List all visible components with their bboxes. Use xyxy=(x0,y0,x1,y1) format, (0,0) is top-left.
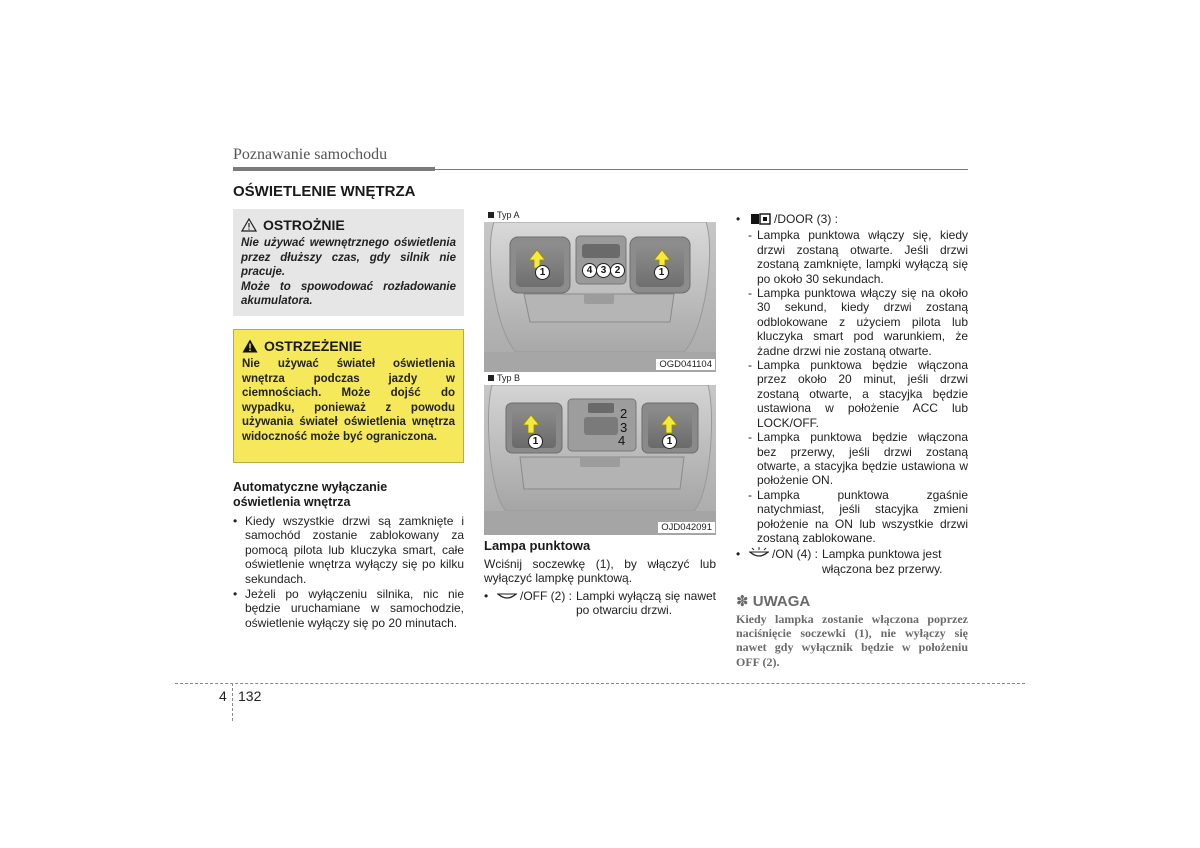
warning-text: Nie używać świateł oświetlenia wnętrza podczas jazdy w ciemnościach. Może dojść do wypadku, ponieważ z powodu używania świateł oświetlenia wnętrza widoczność może być ograniczona. xyxy=(242,358,455,443)
door-mode-key: /DOOR (3) : xyxy=(774,212,839,226)
callout-3: 3 xyxy=(620,420,628,435)
callout-1-left: 1 xyxy=(528,434,543,449)
caution-label: OSTROŻNIE xyxy=(263,217,345,233)
list-item: - Lampka punktowa zgaśnie natychmiast, jeśli stacyjka zmieni położenie na ON lub wszystkie drzwi zostaną zablokowane. xyxy=(748,488,968,546)
list-item: - Lampka punktowa będzie włączona bez przerwy, jeśli drzwi zostaną otwarte, a stacyjka będzie ustawiona w położenie ON. xyxy=(748,430,968,488)
warning-label: OSTRZEŻENIE xyxy=(264,338,363,354)
chapter-number: 4 xyxy=(219,688,227,704)
callout-2: 2 xyxy=(620,406,628,421)
type-a-photo xyxy=(484,222,716,372)
square-bullet-icon xyxy=(488,375,494,381)
list-item: - Lampka punktowa włączy się, kiedy drzwi zostaną otwarte. Jeśli drzwi zostaną zamknięte, lampki wyłączą się po około 30 sekundach. xyxy=(748,228,968,286)
caution-box xyxy=(233,209,464,316)
spot-lamp-section xyxy=(484,538,716,618)
auto-off-section xyxy=(233,480,464,630)
section-title: OŚWIETLENIE WNĘTRZA xyxy=(233,183,416,200)
type-a-label-text: Typ A xyxy=(497,210,520,220)
caution-text-1: Nie używać wewnętrznego oświetlenia przez dłuższy czas, gdy silnik nie pracuje. xyxy=(241,237,456,278)
off-mode-key: /OFF (2) : xyxy=(520,588,572,603)
auto-off-heading-line2: oświetlenia wnętrza xyxy=(233,495,351,509)
type-a-lamp-illustration xyxy=(484,222,716,372)
auto-off-heading-line1: Automatyczne wyłączanie xyxy=(233,480,388,494)
callout-4: 4 xyxy=(582,263,597,278)
list-item: - Lampka punktowa będzie włączona przez około 20 minut, jeśli drzwi zostaną otwarte, a stacyjka będzie ustawiona w położenie ACC lub LOCK/OFF. xyxy=(748,358,968,430)
auto-off-list xyxy=(233,514,464,630)
caution-triangle-icon xyxy=(241,218,257,232)
door-mode-section xyxy=(736,212,968,576)
callout-1-right: 1 xyxy=(654,265,669,280)
spot-lamp-heading: Lampa punktowa xyxy=(484,538,591,553)
note-title: ✽ UWAGA xyxy=(736,593,811,610)
page-number: 132 xyxy=(238,688,262,704)
on-mode-row: • /ON (4) : Lampka punktowa jest włączona bez przerwy. xyxy=(736,547,968,576)
warning-box xyxy=(233,329,464,463)
callout-4: 4 xyxy=(618,433,626,448)
door-mode-row: • /DOOR (3) : xyxy=(736,212,839,226)
list-item: • Kiedy wszystkie drzwi są zamknięte i samochód zostanie zablokowany za pomocą pilota lub kluczyka smart, całe oświetlenie wnętrza wyłączy się po kilku sekundach. xyxy=(233,514,464,586)
callout-1-right: 1 xyxy=(662,434,677,449)
image-code-a: OGD041104 xyxy=(656,359,715,370)
on-mode-desc: Lampka punktowa jest włączona bez przerwy. xyxy=(822,547,943,576)
door-lamp-icon xyxy=(750,213,772,225)
off-mode-desc: Lampki wyłączą się nawet po otwarciu drzwi. xyxy=(576,588,716,618)
off-mode-icon xyxy=(496,592,518,602)
running-header: Poznawanie samochodu xyxy=(233,146,388,163)
door-mode-list xyxy=(748,228,968,545)
header-rule-thick xyxy=(233,167,435,171)
footer-divider xyxy=(232,683,233,721)
spot-lamp-intro: Wciśnij soczewkę (1), by włączyć lub wyłączyć lampkę punktową. xyxy=(484,557,716,586)
on-mode-key: /ON (4) : xyxy=(772,547,819,562)
callout-3: 3 xyxy=(596,263,611,278)
note-text: Kiedy lampka zostanie włączona poprzez naciśnięcie soczewki (1), nie wyłączy się nawet gdy wyłącznik będzie w położeniu OFF (2). xyxy=(736,612,968,669)
type-a-label xyxy=(488,210,520,220)
square-bullet-icon xyxy=(488,212,494,218)
type-b-label xyxy=(488,373,520,383)
list-item: - Lampka punktowa włączy się na około 30 sekund, kiedy drzwi zostaną odblokowane z użyciem pilota lub kluczyka smart pod warunkiem, że żadne drzwi nie zostaną otwarte. xyxy=(748,286,968,358)
note-section xyxy=(736,592,968,669)
image-code-b: OJD042091 xyxy=(658,522,715,533)
footer-rule xyxy=(175,683,1025,684)
header-rule-thin xyxy=(435,169,968,170)
off-mode-row: • /OFF (2) : Lampki wyłączą się nawet po otwarciu drzwi. xyxy=(484,588,716,618)
warning-triangle-icon xyxy=(242,339,258,353)
type-b-photo xyxy=(484,385,716,535)
caution-text-2: Może to spowodować rozładowanie akumulatora. xyxy=(241,280,456,307)
callout-2: 2 xyxy=(610,263,625,278)
list-item: • Jeżeli po wyłączeniu silnika, nic nie będzie uruchamiane w samochodzie, oświetlenie wyłączy się po 20 minutach. xyxy=(233,587,464,630)
callout-1-left: 1 xyxy=(535,265,550,280)
on-mode-icon xyxy=(748,547,770,559)
type-b-lamp-illustration xyxy=(484,385,716,535)
type-b-label-text: Typ B xyxy=(497,373,521,383)
